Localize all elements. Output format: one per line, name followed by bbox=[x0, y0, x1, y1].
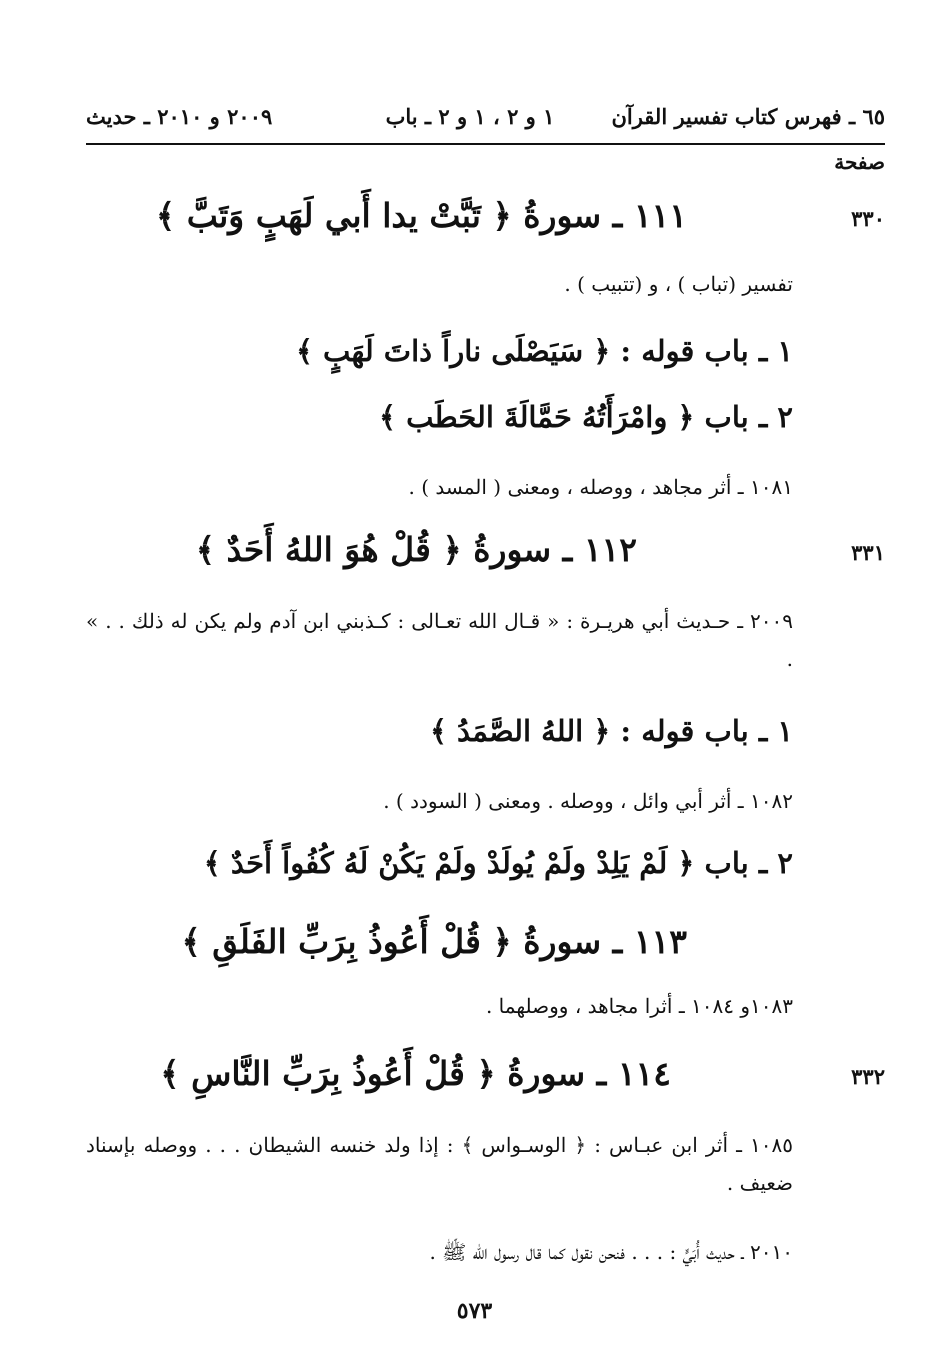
surah-111-bab-2: ٢ ـ باب ﴿ وامْرَأَتُهُ حَمَّالَةَ الحَطَب ﴾ bbox=[378, 400, 793, 434]
page-ref-332: ٣٣٢ bbox=[851, 1064, 885, 1089]
athar-1081: ١٠٨١ ـ أثر مجاهد ، ووصله ، ومعنى ( المسد ) . bbox=[408, 475, 793, 499]
header-rule bbox=[86, 143, 885, 145]
page-folio-number: ٥٧٣ bbox=[456, 1298, 493, 1324]
hadith-2009: ٢٠٠٩ ـ حـديث أبي هريـرة : « قـال الله تعـالى : كـذبني ابن آدم ولم يكن له ذلك . . » . bbox=[86, 609, 793, 671]
athar-1085: ١٠٨٥ ـ أثر ابن عبـاس : ﴿ الوسـواس ﴾ : إذا ولد خنسه الشيطان . . . ووصله بإسناد ضعيف . bbox=[86, 1133, 793, 1195]
running-header-range: ٢٠٠٩ و ٢٠١٠ ـ حديث bbox=[86, 104, 273, 129]
hadith-2010: ٢٠١٠ ـ حديث أُبَيٍّ : . . . فنحن نقول كما قال رسول الله ﷺ . bbox=[429, 1240, 793, 1264]
page-column-label: صفحة bbox=[834, 150, 885, 174]
surah-113-heading: ١١٣ ـ سورةُ ﴿ قُلْ أَعُوذُ بِرَبِّ الفَلَقِ ﴾ bbox=[181, 922, 687, 961]
surah-111-note: تفسير (تباب ) ، و (تتبيب ) . bbox=[564, 272, 793, 296]
running-header-title: ٦٥ ـ فهرس كتاب تفسير القرآن bbox=[611, 104, 885, 129]
athar-1082: ١٠٨٢ ـ أثر أبي وائل ، ووصله . ومعنى ( السودد ) . bbox=[383, 789, 793, 813]
running-header-section: ١ و ٢ ، ١ و ٢ ـ باب bbox=[385, 104, 555, 129]
surah-112-bab-2: ٢ ـ باب ﴿ لَمْ يَلِدْ ولَمْ يُولَدْ ولَمْ يَكُنْ لَهُ كُفُواً أَحَدٌ ﴾ bbox=[203, 846, 793, 880]
surah-111-heading: ١١١ ـ سورةُ ﴿ تَبَّتْ يدا أَبي لَهَبٍ وَتَبَّ ﴾ bbox=[155, 196, 687, 235]
surah-111-bab-1: ١ ـ باب قوله : ﴿ سَيَصْلَى ناراً ذاتَ لَهَبٍ ﴾ bbox=[295, 334, 793, 368]
page-ref-331: ٣٣١ bbox=[851, 540, 885, 565]
athar-1083-1084: ١٠٨٣و ١٠٨٤ ـ أثرا مجاهد ، ووصلهما . bbox=[485, 994, 793, 1018]
surah-114-heading: ١١٤ ـ سورةُ ﴿ قُلْ أَعُوذُ بِرَبِّ النَّاسِ ﴾ bbox=[160, 1054, 671, 1093]
surah-112-heading: ١١٢ ـ سورةُ ﴿ قُلْ هُوَ اللهُ أَحَدٌ ﴾ bbox=[195, 530, 637, 569]
surah-112-bab-1: ١ ـ باب قوله : ﴿ اللهُ الصَّمَدُ ﴾ bbox=[429, 714, 793, 748]
page-ref-330: ٣٣٠ bbox=[851, 206, 885, 231]
